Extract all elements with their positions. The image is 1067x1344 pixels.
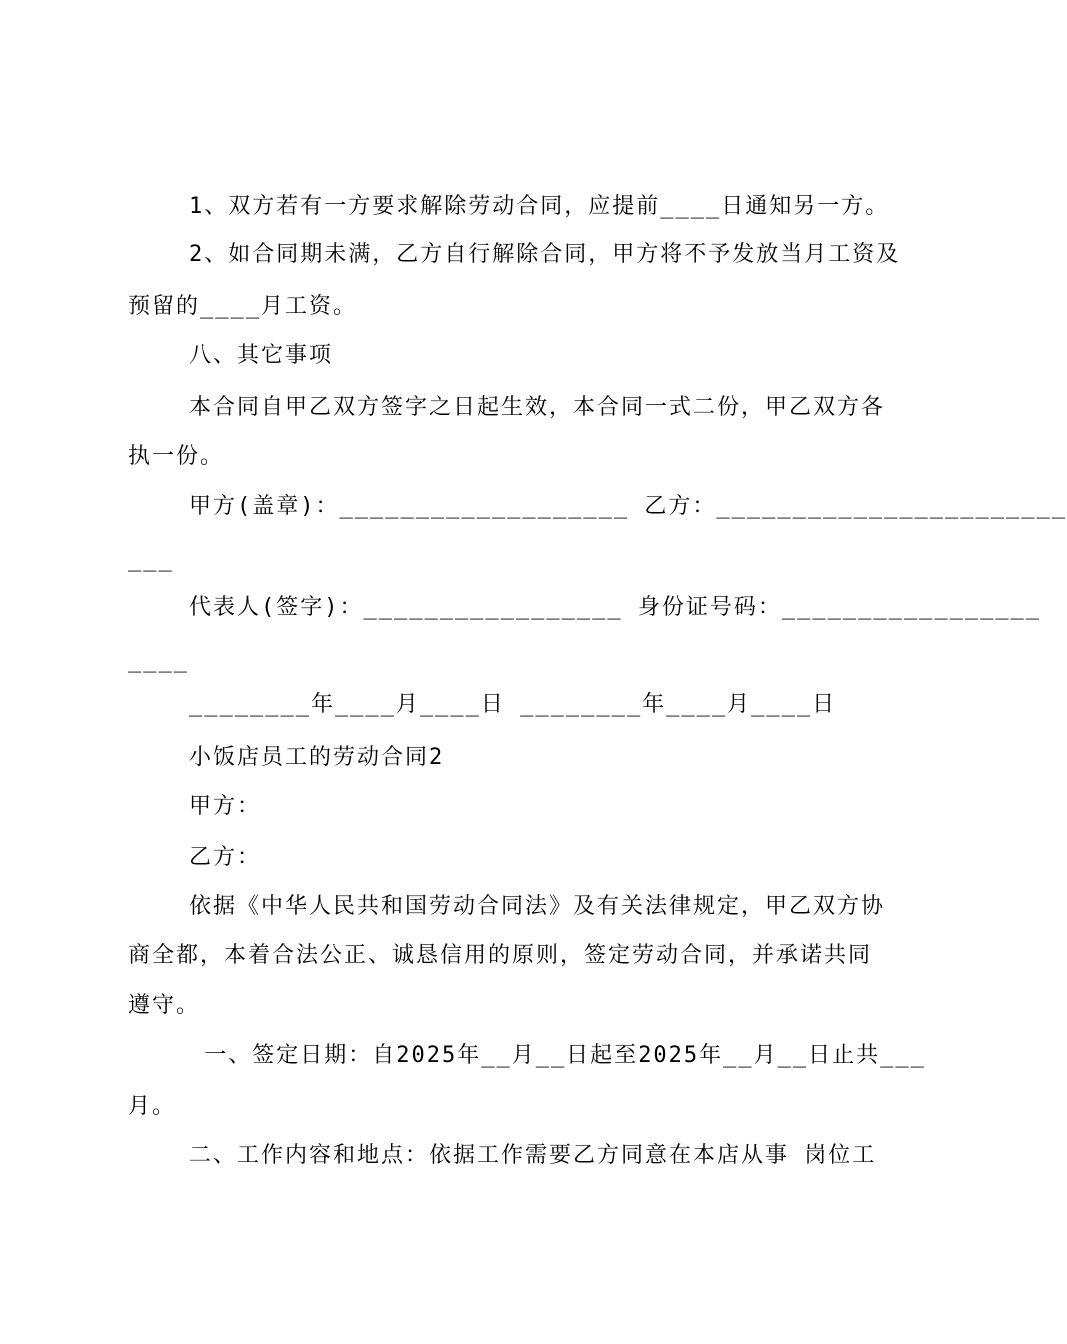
party-b-label: 乙方： xyxy=(128,845,261,870)
contract-title-2: 小饭店员工的劳动合同2 xyxy=(128,745,445,770)
preamble-end: 遵守。 xyxy=(128,993,201,1018)
clause-termination-notice: 1、双方若有一方要求解除劳动合同，应提前____日通知另一方。 xyxy=(128,194,890,219)
section-heading-other-matters: 八、其它事项 xyxy=(128,343,333,368)
preamble: 依据《中华人民共和国劳动合同法》及有关法律规定，甲乙双方协 xyxy=(128,894,885,919)
clause-effective-cont: 执一份。 xyxy=(128,444,225,469)
preamble-cont: 商全都，本着合法公正、诚恳信用的原则，签定劳动合同，并承诺共同 xyxy=(128,943,873,968)
clause-early-termination: 2、如合同期未满，乙方自行解除合同，甲方将不予发放当月工资及 xyxy=(128,242,901,267)
clause-signing-date-cont: 月。 xyxy=(128,1094,177,1119)
clause-signing-date: 一、签定日期：自2025年__月__日起至2025年__月__日止共___ xyxy=(128,1043,926,1068)
signature-dates: ________年____月____日 ________年____月____日 xyxy=(128,692,837,717)
clause-effective: 本合同自甲乙双方签字之日起生效，本合同一式二份，甲乙双方各 xyxy=(128,395,885,420)
clause-early-termination-cont: 预留的____月工资。 xyxy=(128,294,357,319)
signature-party-b-cont: ___ xyxy=(128,547,174,572)
signature-party-a-seal: 甲方(盖章)：___________________ 乙方：_______________________ xyxy=(128,494,1067,519)
party-a-label: 甲方： xyxy=(128,794,261,819)
signature-id-number-cont: ____ xyxy=(128,648,189,673)
signature-representative: 代表人(签字)：_________________ 身份证号码：_________________ xyxy=(128,595,1042,620)
clause-work-content: 二、工作内容和地点：依据工作需要乙方同意在本店从事 岗位工 xyxy=(128,1143,877,1168)
